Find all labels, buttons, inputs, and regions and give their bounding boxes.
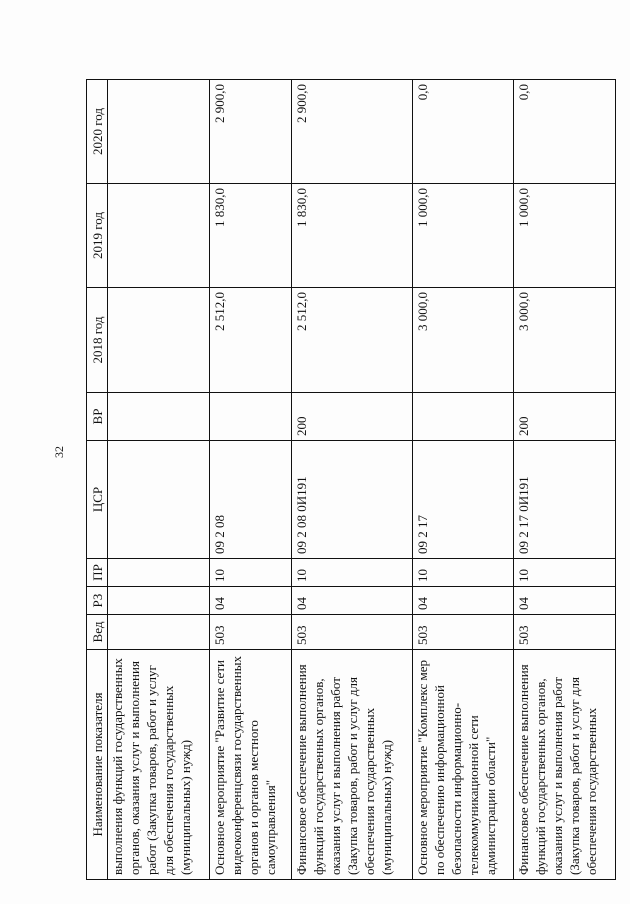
header-csr: ЦСР: [87, 441, 108, 559]
row-name: выполнения функций государственных органов, оказания услуг и выполнения работ (Закупка товаров, работ и услуг для обеспечения государственных (муниципальных) нужд): [108, 650, 210, 880]
row-2018: 2 512,0: [291, 288, 412, 393]
header-name: Наименование показателя: [87, 650, 108, 880]
table-row: [412, 80, 514, 880]
row-2018: [108, 288, 210, 393]
row-ved: 503: [209, 615, 291, 650]
row-ved: 503: [412, 615, 514, 650]
row-rz: 04: [209, 587, 291, 615]
row-vr: [412, 393, 514, 441]
row-csr: 09 2 08: [209, 441, 291, 559]
row-pr: 10: [291, 559, 412, 587]
table-row: [291, 80, 412, 880]
page-number: 32: [52, 446, 66, 458]
row-2018: 3 000,0: [412, 288, 514, 393]
row-2020: 0,0: [514, 80, 616, 184]
row-2018: 3 000,0: [514, 288, 616, 393]
row-vr: 200: [291, 393, 412, 441]
table-row: [209, 80, 291, 880]
row-rz: 04: [291, 587, 412, 615]
header-rz: РЗ: [87, 587, 108, 615]
row-rz: 04: [412, 587, 514, 615]
row-2018: 2 512,0: [209, 288, 291, 393]
row-2020: 2 900,0: [209, 80, 291, 184]
table-header-row: [87, 80, 108, 880]
row-ved: 503: [514, 615, 616, 650]
row-rz: [108, 587, 210, 615]
row-csr: 09 2 08 0И191: [291, 441, 412, 559]
row-vr: 200: [514, 393, 616, 441]
row-name: Финансовое обеспечение выполнения функций государственных органов, оказания услуг и выполнения работ (Закупка товаров, работ и услуг для обеспечения государственных: [514, 650, 616, 880]
row-pr: 10: [514, 559, 616, 587]
row-2020: 2 900,0: [291, 80, 412, 184]
row-vr: [108, 393, 210, 441]
row-ved: [108, 615, 210, 650]
rotated-table-wrapper: [86, 80, 616, 880]
row-name: Финансовое обеспечение выполнения функций государственных органов, оказания услуг и выполнения работ (Закупка товаров, работ и услуг для обеспечения государственных (муниципальных) нужд): [291, 650, 412, 880]
header-2019: 2019 год: [87, 184, 108, 288]
row-2019: 1 830,0: [209, 184, 291, 288]
row-vr: [209, 393, 291, 441]
row-csr: 09 2 17: [412, 441, 514, 559]
row-2019: 1 000,0: [412, 184, 514, 288]
header-pr: ПР: [87, 559, 108, 587]
row-csr: [108, 441, 210, 559]
row-name: Основное мероприятие "Комплекс мер по обеспечению информационной безопасности информационно-телекоммуникационной сети администрации области": [412, 650, 514, 880]
row-name: Основное мероприятие "Развитие сети видеоконференцсвязи государственных органов и органов местного самоуправления": [209, 650, 291, 880]
row-pr: [108, 559, 210, 587]
row-2019: 1 830,0: [291, 184, 412, 288]
row-2019: 1 000,0: [514, 184, 616, 288]
header-vr: ВР: [87, 393, 108, 441]
header-2018: 2018 год: [87, 288, 108, 393]
budget-table: [86, 79, 616, 880]
row-rz: 04: [514, 587, 616, 615]
row-2019: [108, 184, 210, 288]
row-pr: 10: [209, 559, 291, 587]
header-2020: 2020 год: [87, 80, 108, 184]
row-ved: 503: [291, 615, 412, 650]
row-2020: 0,0: [412, 80, 514, 184]
table-row: [514, 80, 616, 880]
row-pr: 10: [412, 559, 514, 587]
table-row: [108, 80, 210, 880]
row-2020: [108, 80, 210, 184]
header-ved: Вед: [87, 615, 108, 650]
row-csr: 09 2 17 0И191: [514, 441, 616, 559]
